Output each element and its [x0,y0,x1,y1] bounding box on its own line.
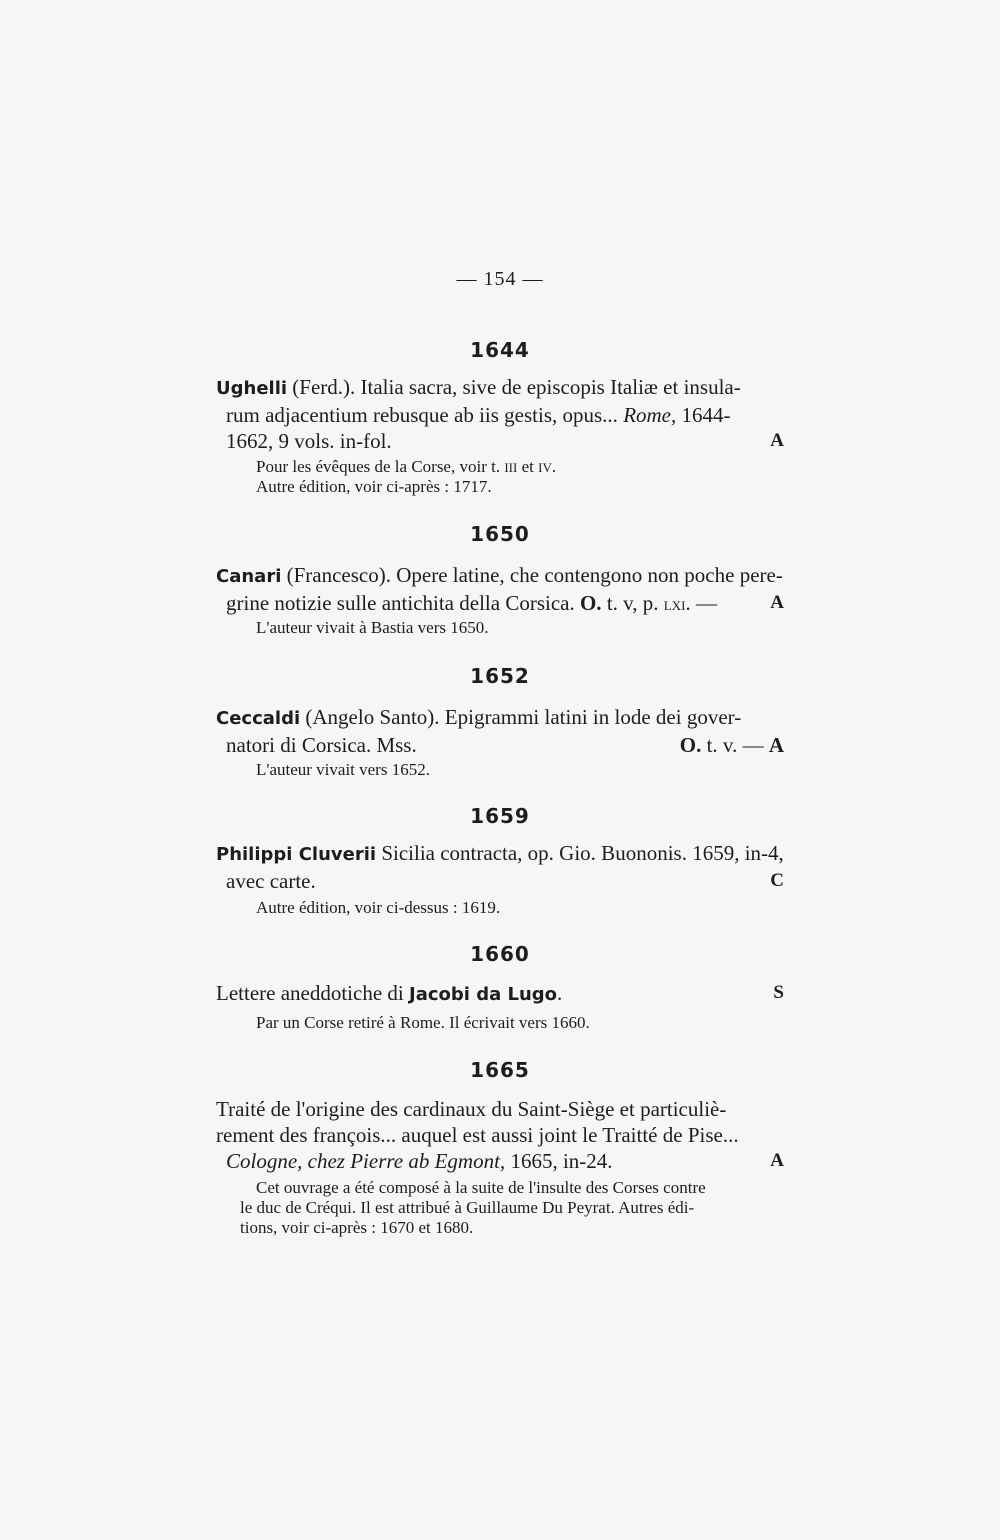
year-heading: 1659 [470,804,530,828]
entry-author: Canari [216,566,282,587]
entry-line: Canari (Francesco). Opere latine, che contengono non poche pere- [216,563,783,587]
entry-line: natori di Corsica. Mss. O. t. v. — A [226,733,784,757]
bibliography-entry [216,562,784,617]
entry-line: 1662, 9 vols. in-fol. A [226,429,784,453]
bibliography-entry [216,1096,784,1174]
year-heading: 1644 [470,338,530,362]
year-heading: 1650 [470,522,530,546]
entry-line: Cologne, chez Pierre ab Egmont, 1665, in-24. A [226,1149,784,1173]
entry-line: Ughelli (Ferd.). Italia sacra, sive de episcopis Italiæ et insula- [216,375,741,399]
library-code: C [770,870,784,891]
entry-line: grine notizie sulle antichita della Corsica. O. t. v, p. lxi. — A [226,591,784,615]
entry-line: rum adjacentium rebusque ab iis gestis, opus... Rome, 1644- [226,403,731,427]
entry-line: Philippi Cluverii Sicilia contracta, op. Gio. Buononis. 1659, in-4, [216,841,784,865]
entry-note: L'auteur vivait à Bastia vers 1650. [256,618,489,637]
page-number: — 154 — [456,268,544,290]
entry-author: Philippi Cluverii [216,844,377,865]
entry-line: rement des françois... auquel est aussi joint le Traitté de Pise... [216,1123,739,1147]
library-code: S [773,982,784,1003]
entry-note: Cet ouvrage a été composé à la suite de l'insulte des Corses contre le duc de Créqui. Il est attribué à Guillaume Du Peyrat. Autres édi- tions, voir ci-après : 1670 et 1680. [240,1178,706,1237]
bibliography-entry [216,704,784,758]
bibliography-entry [216,980,784,1008]
year-heading: 1665 [470,1058,530,1082]
library-code: A [770,430,784,451]
library-code: A [770,1150,784,1171]
library-code: A [770,592,784,613]
entry-author: Jacobi da Lugo [409,984,558,1005]
entry-note: L'auteur vivait vers 1652. [256,760,430,779]
entry-line: avec carte. C [226,869,784,893]
year-heading: 1652 [470,664,530,688]
library-code: A [768,733,784,757]
entry-line: Traité de l'origine des cardinaux du Saint-Siège et particuliè- [216,1097,727,1121]
entry-note: Pour les évêques de la Corse, voir t. iii et iv. Autre édition, voir ci-après : 1717. [256,456,557,496]
bibliography-entry [216,840,784,894]
entry-author: Ceccaldi [216,708,301,729]
bibliography-entry [216,374,784,454]
entry-note: Par un Corse retiré à Rome. Il écrivait vers 1660. [256,1013,590,1032]
entry-line: Lettere aneddotiche di Jacobi da Lugo. S [216,981,784,1005]
entry-author: Ughelli [216,378,288,399]
year-heading: 1660 [470,942,530,966]
entry-line: Ceccaldi (Angelo Santo). Epigrammi latini in lode dei gover- [216,705,742,729]
entry-note: Autre édition, voir ci-dessus : 1619. [256,898,501,917]
